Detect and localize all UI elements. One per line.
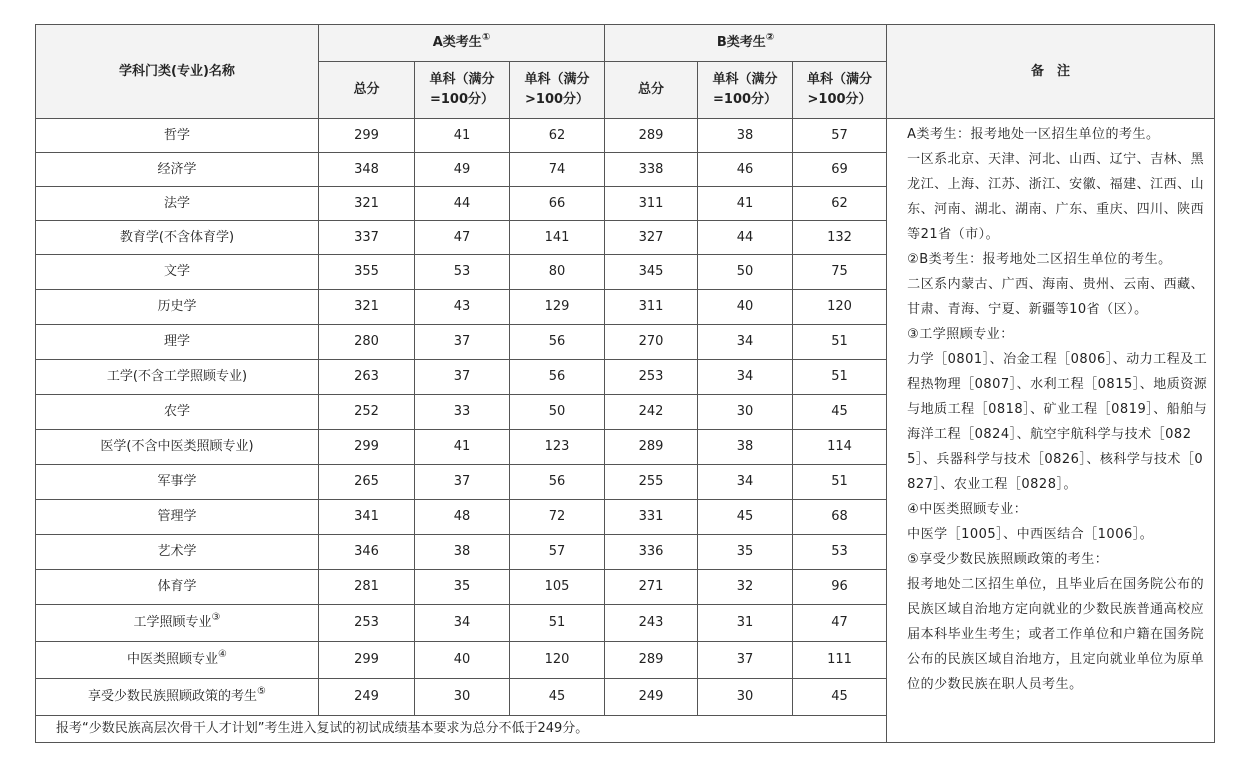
- group-a-total-score-cell: 263: [319, 360, 415, 395]
- a-single-100-header: [415, 62, 510, 119]
- subject-name-cell: [36, 325, 319, 360]
- subject-name: 医学(不含中医类照顾专业): [100, 439, 254, 454]
- subject-name: 文学: [163, 264, 190, 279]
- b-single-gt100-header: [793, 62, 887, 119]
- group-a-single-gt100-score-cell: 129: [510, 290, 605, 325]
- group-a-header: [319, 25, 605, 62]
- group-a-single-100-score-cell: 53: [415, 255, 510, 290]
- group-a-single-100-score-cell: 49: [415, 153, 510, 187]
- group-b-single-gt100-score-cell: 51: [793, 360, 887, 395]
- group-a-single-100-score-cell: 37: [415, 360, 510, 395]
- group-b-footnote-mark: ②: [765, 32, 775, 43]
- group-a-single-gt100-score-cell: 50: [510, 395, 605, 430]
- group-b-single-100-score-cell: 34: [698, 465, 793, 500]
- subject-name-cell: [36, 430, 319, 465]
- a-single-gt100-header: [510, 62, 605, 119]
- group-b-single-gt100-score-cell: 51: [793, 465, 887, 500]
- subject-name-cell: [36, 642, 319, 679]
- header-row-1: [36, 25, 1215, 62]
- group-a-total-score-cell: 249: [319, 679, 415, 716]
- group-a-label: A类考生: [432, 35, 482, 50]
- b-single-100-line2: =100分）: [713, 92, 778, 107]
- group-b-total-score-cell: 289: [605, 430, 698, 465]
- a-single-gt100-line1: 单科（满分: [524, 72, 590, 87]
- remark-paragraph: ⑤享受少数民族照顾政策的考生：: [907, 552, 1109, 567]
- group-a-single-100-score-cell: 44: [415, 187, 510, 221]
- group-a-single-100-score-cell: 33: [415, 395, 510, 430]
- group-a-single-100-score-cell: 47: [415, 221, 510, 255]
- b-single-gt100-line2: >100分）: [807, 92, 872, 107]
- group-b-single-100-score-cell: 30: [698, 395, 793, 430]
- group-a-single-100-score-cell: 37: [415, 465, 510, 500]
- group-a-single-gt100-score-cell: 141: [510, 221, 605, 255]
- a-single-100-line1: 单科（满分: [429, 72, 495, 87]
- group-b-single-gt100-score-cell: 45: [793, 395, 887, 430]
- subject-name: 中医类照顾专业: [127, 652, 219, 667]
- group-a-total-score-cell: 253: [319, 605, 415, 642]
- group-a-total-score-cell: 281: [319, 570, 415, 605]
- subject-name: 军事学: [157, 474, 197, 489]
- group-b-single-gt100-score-cell: 114: [793, 430, 887, 465]
- group-a-single-gt100-score-cell: 74: [510, 153, 605, 187]
- subject-name: 工学(不含工学照顾专业): [106, 369, 248, 384]
- table-row: [36, 119, 1215, 153]
- a-single-gt100-line2: >100分）: [525, 92, 590, 107]
- group-b-single-100-score-cell: 46: [698, 153, 793, 187]
- remark-paragraph: 一区系北京、天津、河北、山西、辽宁、吉林、黑龙江、上海、江苏、浙江、安徽、福建、江西、山东、河南、湖北、湖南、广东、重庆、四川、陕西等21省（市）。: [907, 152, 1205, 242]
- subject-name: 体育学: [157, 579, 197, 594]
- subject-name-cell: [36, 535, 319, 570]
- footnote-mark: ⑤: [257, 686, 266, 697]
- group-b-label: B类考生: [716, 35, 766, 50]
- group-b-single-gt100-score-cell: 57: [793, 119, 887, 153]
- group-b-total-score-cell: 253: [605, 360, 698, 395]
- footer-note: 报考“少数民族高层次骨干人才计划”考生进入复试的初试成绩基本要求为总分不低于249分。: [36, 716, 887, 743]
- group-b-total-score-cell: 255: [605, 465, 698, 500]
- group-a-single-100-score-cell: 41: [415, 430, 510, 465]
- group-a-single-100-score-cell: 48: [415, 500, 510, 535]
- group-b-total-score-cell: 336: [605, 535, 698, 570]
- subject-name: 理学: [163, 334, 190, 349]
- group-a-single-100-score-cell: 40: [415, 642, 510, 679]
- group-a-single-100-score-cell: 34: [415, 605, 510, 642]
- subject-name: 经济学: [157, 161, 197, 177]
- group-a-single-gt100-score-cell: 80: [510, 255, 605, 290]
- subject-name: 法学: [163, 195, 190, 211]
- group-a-single-gt100-score-cell: 51: [510, 605, 605, 642]
- group-a-single-gt100-score-cell: 123: [510, 430, 605, 465]
- group-b-single-100-score-cell: 50: [698, 255, 793, 290]
- group-a-footnote-mark: ①: [481, 32, 491, 43]
- group-a-single-gt100-score-cell: 56: [510, 325, 605, 360]
- group-b-total-score-cell: 345: [605, 255, 698, 290]
- group-a-single-100-score-cell: 37: [415, 325, 510, 360]
- subject-name: 哲学: [163, 127, 190, 143]
- b-single-100-header: [698, 62, 793, 119]
- group-a-total-score-cell: 299: [319, 642, 415, 679]
- group-a-single-100-score-cell: 43: [415, 290, 510, 325]
- group-b-single-gt100-score-cell: 51: [793, 325, 887, 360]
- group-b-total-score-cell: 311: [605, 187, 698, 221]
- group-b-total-score-cell: 249: [605, 679, 698, 716]
- group-a-single-100-score-cell: 38: [415, 535, 510, 570]
- subject-name-cell: [36, 255, 319, 290]
- group-a-total-score-cell: 348: [319, 153, 415, 187]
- group-a-single-gt100-score-cell: 45: [510, 679, 605, 716]
- group-b-single-gt100-score-cell: 96: [793, 570, 887, 605]
- remark-paragraph: 二区系内蒙古、广西、海南、贵州、云南、西藏、甘肃、青海、宁夏、新疆等10省（区）。: [907, 277, 1205, 317]
- group-b-single-gt100-score-cell: 53: [793, 535, 887, 570]
- remarks-cell: [887, 119, 1215, 743]
- group-b-single-100-score-cell: 40: [698, 290, 793, 325]
- remark-paragraph: 中医学［1005］、中西医结合［1006］。: [907, 527, 1154, 542]
- group-a-total-score-cell: 299: [319, 119, 415, 153]
- group-b-single-100-score-cell: 38: [698, 430, 793, 465]
- group-b-single-gt100-score-cell: 120: [793, 290, 887, 325]
- group-b-single-gt100-score-cell: 68: [793, 500, 887, 535]
- remark-paragraph: ④中医类照顾专业：: [907, 502, 1028, 517]
- group-b-total-score-cell: 289: [605, 119, 698, 153]
- group-b-single-100-score-cell: 34: [698, 360, 793, 395]
- subject-name-cell: [36, 395, 319, 430]
- subject-name-cell: [36, 570, 319, 605]
- remark-paragraph: 报考地处二区招生单位，且毕业后在国务院公布的民族区域自治地方定向就业的少数民族普通高校应届本科毕业生考生；或者工作单位和户籍在国务院公布的民族区域自治地方，且定向就业单位为原单位的少数民族在职人员考生。: [907, 577, 1205, 692]
- subject-name-cell: [36, 360, 319, 395]
- group-a-total-score-cell: 355: [319, 255, 415, 290]
- subject-column-header: 学科门类(专业)名称: [36, 25, 319, 119]
- subject-name: 享受少数民族照顾政策的考生: [88, 689, 258, 704]
- group-b-single-gt100-score-cell: 62: [793, 187, 887, 221]
- group-a-total-score-cell: 299: [319, 430, 415, 465]
- group-b-single-100-score-cell: 31: [698, 605, 793, 642]
- group-a-single-gt100-score-cell: 56: [510, 465, 605, 500]
- group-a-total-score-cell: 265: [319, 465, 415, 500]
- subject-name: 管理学: [157, 509, 197, 524]
- group-a-single-gt100-score-cell: 56: [510, 360, 605, 395]
- group-b-total-score-cell: 271: [605, 570, 698, 605]
- group-a-total-score-cell: 337: [319, 221, 415, 255]
- b-total-header: 总分: [605, 62, 698, 119]
- subject-name-cell: [36, 605, 319, 642]
- group-b-single-100-score-cell: 32: [698, 570, 793, 605]
- group-b-single-100-score-cell: 41: [698, 187, 793, 221]
- group-a-total-score-cell: 280: [319, 325, 415, 360]
- group-b-single-100-score-cell: 38: [698, 119, 793, 153]
- group-a-total-score-cell: 341: [319, 500, 415, 535]
- group-b-single-100-score-cell: 30: [698, 679, 793, 716]
- group-a-total-score-cell: 321: [319, 290, 415, 325]
- group-b-single-gt100-score-cell: 47: [793, 605, 887, 642]
- group-a-single-gt100-score-cell: 57: [510, 535, 605, 570]
- group-a-single-100-score-cell: 35: [415, 570, 510, 605]
- group-b-single-gt100-score-cell: 111: [793, 642, 887, 679]
- subject-name-cell: [36, 465, 319, 500]
- group-b-single-100-score-cell: 35: [698, 535, 793, 570]
- group-b-single-gt100-score-cell: 132: [793, 221, 887, 255]
- subject-name-cell: [36, 290, 319, 325]
- remark-paragraph: A类考生：报考地处一区招生单位的考生。: [907, 127, 1160, 142]
- group-b-total-score-cell: 242: [605, 395, 698, 430]
- table-body: [36, 119, 1215, 743]
- group-a-single-gt100-score-cell: 62: [510, 119, 605, 153]
- subject-name-cell: [36, 153, 319, 187]
- subject-name-cell: [36, 679, 319, 716]
- score-requirements-table: [35, 24, 1215, 743]
- subject-name-cell: [36, 221, 319, 255]
- group-b-total-score-cell: 270: [605, 325, 698, 360]
- group-b-total-score-cell: 327: [605, 221, 698, 255]
- group-b-single-gt100-score-cell: 69: [793, 153, 887, 187]
- subject-name-cell: [36, 119, 319, 153]
- group-a-single-100-score-cell: 41: [415, 119, 510, 153]
- group-a-single-100-score-cell: 30: [415, 679, 510, 716]
- a-single-100-line2: =100分）: [429, 92, 495, 107]
- subject-name: 教育学(不含体育学): [119, 229, 235, 245]
- footnote-mark: ③: [211, 612, 221, 623]
- subject-name-cell: [36, 187, 319, 221]
- group-b-total-score-cell: 289: [605, 642, 698, 679]
- group-a-single-gt100-score-cell: 66: [510, 187, 605, 221]
- remark-column-header: 备 注: [887, 25, 1215, 119]
- remark-paragraph: ②B类考生：报考地处二区招生单位的考生。: [907, 252, 1172, 267]
- footnote-mark: ④: [218, 649, 227, 660]
- subject-name-cell: [36, 500, 319, 535]
- group-a-total-score-cell: 321: [319, 187, 415, 221]
- group-a-total-score-cell: 252: [319, 395, 415, 430]
- group-b-total-score-cell: 311: [605, 290, 698, 325]
- group-a-single-gt100-score-cell: 105: [510, 570, 605, 605]
- group-b-single-100-score-cell: 37: [698, 642, 793, 679]
- group-b-single-100-score-cell: 44: [698, 221, 793, 255]
- b-single-gt100-line1: 单科（满分: [807, 72, 873, 87]
- group-b-total-score-cell: 338: [605, 153, 698, 187]
- group-b-total-score-cell: 243: [605, 605, 698, 642]
- group-b-header: [605, 25, 887, 62]
- group-a-single-gt100-score-cell: 72: [510, 500, 605, 535]
- subject-name: 艺术学: [157, 544, 197, 559]
- group-a-single-gt100-score-cell: 120: [510, 642, 605, 679]
- group-b-single-gt100-score-cell: 45: [793, 679, 887, 716]
- remark-paragraph: ③工学照顾专业：: [907, 327, 1014, 342]
- subject-name: 工学照顾专业: [133, 615, 212, 630]
- group-b-total-score-cell: 331: [605, 500, 698, 535]
- subject-name: 农学: [163, 404, 190, 419]
- subject-name: 历史学: [157, 299, 197, 314]
- group-b-single-100-score-cell: 45: [698, 500, 793, 535]
- group-b-single-gt100-score-cell: 75: [793, 255, 887, 290]
- b-single-100-line1: 单科（满分: [712, 72, 778, 87]
- group-b-single-100-score-cell: 34: [698, 325, 793, 360]
- remark-paragraph: 力学［0801］、冶金工程［0806］、动力工程及工程热物理［0807］、水利工程［0815］、地质资源与地质工程［0818］、矿业工程［0819］、船舶与海洋工程［0824］、航空宇航科学与技术［0825］、兵器科学与技术［0826］、核科学与技术［0827］、农业工程［0828］。: [907, 352, 1208, 492]
- group-a-total-score-cell: 346: [319, 535, 415, 570]
- a-total-header: 总分: [319, 62, 415, 119]
